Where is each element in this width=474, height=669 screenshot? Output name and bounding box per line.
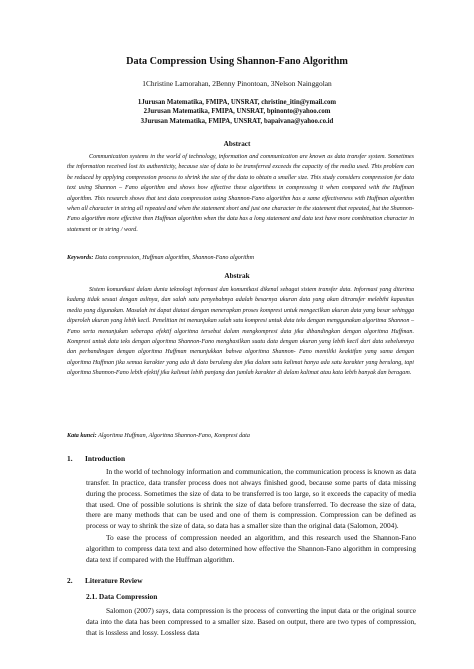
section-2-1-paragraph-1: Salomon (2007) says, data compression is the process of converting the input data or the original source data into the data has been compressed to a smaller size. Based on output, there are two types of compression, that is lossless and lossy. Lossless data [86, 606, 416, 637]
section-2-title: Literature Review [85, 576, 143, 585]
author-list: 1Christine Lamorahan, 2Benny Pinontoan, 3Nelson Nainggolan [142, 79, 332, 88]
section-2-1-heading: 2.1. Data Compression [86, 592, 158, 601]
section-2-heading [67, 576, 143, 585]
abstract-text: Communication systems in the world of technology, information and communication are known as data transfer system. Sometimes the information received lost its authenticity, because size of data to be transferred exceeds the capacity of the media used. This problem can be reduced by applying compression process to shrink the size of the data to obtain a smaller size. This study considers compression for data text using Shannon – Fano algorithm and shows how effective these algorithms in compressing it when compared with the Huffman algorithm. This research shows that text data compression using Shannon-Fano algorithm has a same effectiveness with Huffman algorithm when all character in string all repeated and when the statement short and just one character in the statement that repeated, but the Shannon-Fano algorithm more effective then Huffman algorithm when the data has a long statement and data text have more combination character in statement or in string / word. [67, 154, 414, 233]
paper-title: Data Compression Using Shannon-Fano Algorithm [126, 56, 348, 67]
keywords-label: Keywords: [67, 255, 94, 261]
affiliation-1: 1Jurusan Matematika, FMIPA, UNSRAT, christine_itin@ymail.com [137, 99, 337, 106]
section-2-number: 2. [67, 576, 73, 585]
abstrak-heading: Abstrak [224, 272, 250, 280]
abstract-heading: Abstract [223, 140, 251, 148]
section-1-title: Introduction [85, 454, 126, 463]
section-1-number: 1. [67, 454, 73, 463]
section-1-paragraph-2: To ease the process of compression needed an algorithm, and this research used the Shannon-Fano algorithm to compress data text and also determined how effective the Shannon-Fano algorithm in compresing data text if compared with the Huffman algorithm. [86, 533, 416, 564]
katakunci-text: Algoritma Huffman, Algoritma Shannon-Fano, Kompresi data [98, 433, 250, 439]
keywords-text: Data compression, Huffman algorithm, Shannon-Fano algorithm [94, 255, 254, 261]
katakunci-label: Kata kunci: [67, 433, 97, 439]
section-1-paragraph-1: In the world of technology information and communication, the communication process is known as data transfer. In practice, data transfer process does not always finished good, because some parts of data missing during the process. Sometimes the size of data to be transferred is too large, so it exceeds the capacity of media that used. One of possible solutions is shrink the size of data before transferred. To decrease the size of data, there are many methods that can be used and one of them is compression. Compression can be defined as process or way to shrink the size of data, so data has a smaller size than the original data (Salomon, 2004). [86, 467, 416, 531]
katakunci-line [67, 433, 414, 439]
section-1-heading [67, 454, 125, 463]
abstrak-text: Sistem komunikasi dalam dunia teknologi informasi dan komunikasi dikenal sebagai sistem transfer data. Informasi yang diterima kadang tidak sesuai dengan aslinya, dan salah satu penyebabnya adalah besarnya ukuran data yang akan ditransfer melebihi kapasitas media yang digunakan. Masalah ini dapat diatasi dengan menerapkan proses kompresi untuk mengecilkan ukuran data yang besar sehingga diperoleh ukuran yang lebih kecil. Penelitian ini menunjukan salah satu kompresi untuk data teks dengan menggunakan algoritma Shannon – Fano serta menunjukan seberapa efektif algoritma tersebut dalam mengkompresi data jika dibandingkan dengan algoritma Huffman. Kompresi untuk data teks dengan algoritma Shannon-Fano menghasilkan suatu data dengan ukuran yang lebih kecil dari data sebelumnya dan perbandingan dengan algoritma Huffman menunjukkan bahwa algoritma Shannon- Fano memiliki keaktifan yang sama dengan algoritma Huffman jika semua karakter yang ada di data berulang dan jika dalam satu kalimat hanya ada satu karakter yang berulang, tapi algoritma Shannon-Fano lebih efektif jika kalimat lebih panjang dan jumlah karakter di dalam kalimat atau kata lebih banyak dan beragam. [67, 287, 414, 377]
affiliation-2: 2Jurusan Matematika, FMIPA, UNSRAT, bpinonto@yahoo.com [143, 108, 331, 116]
affiliation-3: 3Jurusan Matematika, FMIPA, UNSRAT, bapaivana@yahoo.co.id [140, 117, 334, 125]
keywords-line [67, 255, 414, 261]
affiliation-list [0, 98, 474, 126]
